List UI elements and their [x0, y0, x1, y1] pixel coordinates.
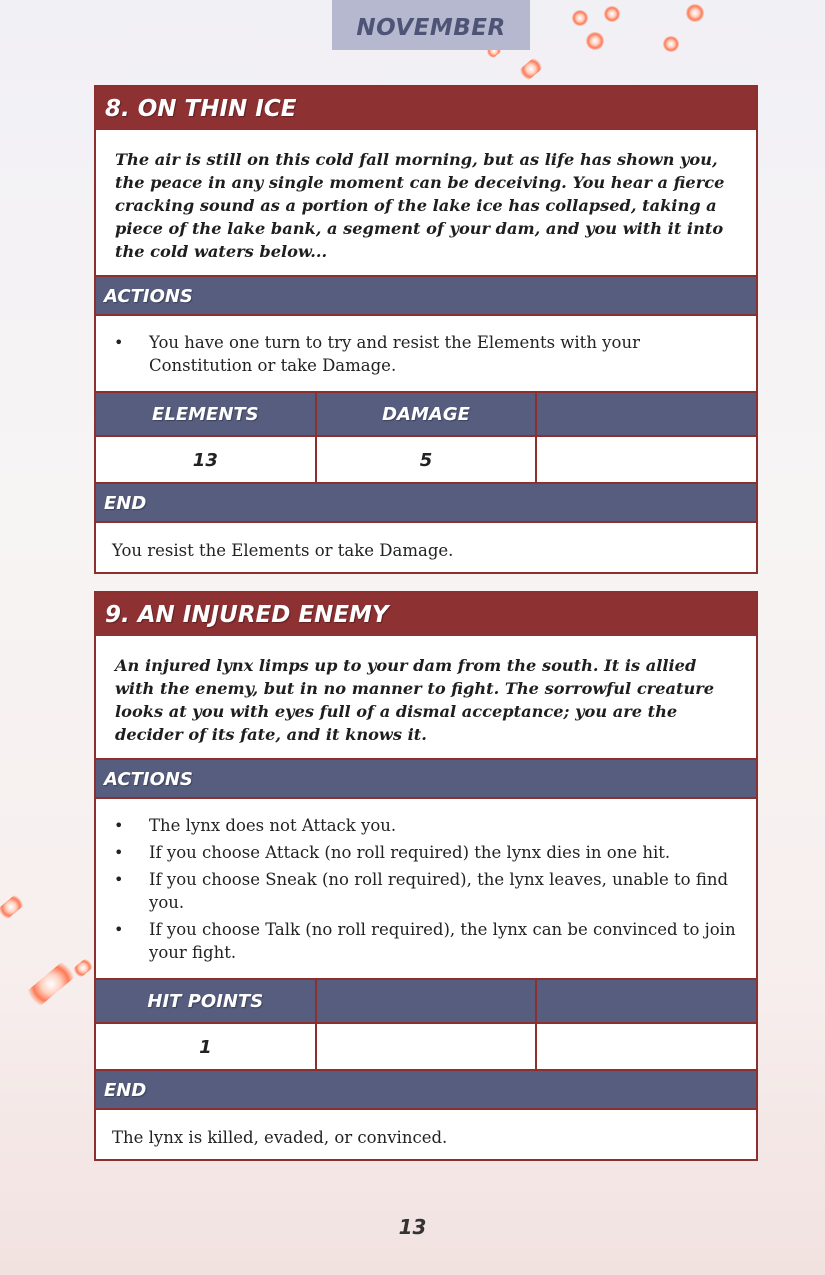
list-item: • If you choose Talk (no roll required), the lynx can be convinced to join your fight. — [149, 918, 736, 964]
end-heading: END — [96, 1071, 756, 1110]
stat-header: DAMAGE — [317, 393, 538, 435]
stats-value-row — [96, 437, 756, 484]
event-card — [94, 85, 758, 574]
stats-header-row — [96, 393, 756, 437]
ember-decoration — [21, 956, 81, 1011]
stat-header — [537, 393, 756, 435]
ember-decoration — [604, 6, 620, 22]
stat-value — [537, 437, 756, 482]
stat-value — [537, 1024, 756, 1069]
ember-decoration — [586, 32, 604, 50]
month-header: NOVEMBER — [332, 0, 530, 50]
actions-list — [96, 799, 756, 980]
event-card — [94, 591, 758, 1161]
list-item: • If you choose Attack (no roll required) the lynx dies in one hit. — [149, 841, 736, 864]
ember-decoration — [0, 892, 27, 922]
event-title: 9. AN INJURED ENEMY — [96, 593, 756, 636]
list-item: • The lynx does not Attack you. — [149, 814, 736, 837]
ember-decoration — [686, 4, 704, 22]
stat-value: 1 — [96, 1024, 317, 1069]
event-intro: The air is still on this cold fall morning, but as life has shown you, the peace in any single moment can be deceiving. You hear a fierce cracking sound as a portion of the lake ice has collapsed, taking a piece of the lake bank, a segment of your dam, and you with it into the cold waters below... — [96, 130, 756, 277]
stat-value: 5 — [317, 437, 538, 482]
end-text: The lynx is killed, evaded, or convinced. — [112, 1128, 448, 1147]
ember-decoration — [517, 55, 546, 82]
stat-value — [317, 1024, 538, 1069]
list-item: • You have one turn to try and resist the Elements with your Constitution or take Damage. — [149, 331, 736, 377]
end-heading: END — [96, 484, 756, 523]
ember-decoration — [663, 36, 679, 52]
actions-heading: ACTIONS — [96, 277, 756, 316]
end-text: You resist the Elements or take Damage. — [112, 541, 454, 560]
stat-value: 13 — [96, 437, 317, 482]
stat-header — [317, 980, 538, 1022]
page-number: 13 — [398, 1215, 427, 1239]
stat-header: HIT POINTS — [96, 980, 317, 1022]
event-intro: An injured lynx limps up to your dam from the south. It is allied with the enemy, but in no manner to fight. The sorrowful creature looks at you with eyes full of a dismal acceptance; you are the decider of its fate, and it knows it. — [96, 636, 756, 760]
actions-heading: ACTIONS — [96, 760, 756, 799]
stat-header — [537, 980, 756, 1022]
stats-header-row — [96, 980, 756, 1024]
event-title: 8. ON THIN ICE — [96, 87, 756, 130]
list-item: • If you choose Sneak (no roll required), the lynx leaves, unable to find you. — [149, 868, 736, 914]
actions-list — [96, 316, 756, 393]
ember-decoration — [572, 10, 588, 26]
stat-header: ELEMENTS — [96, 393, 317, 435]
stats-value-row — [96, 1024, 756, 1071]
